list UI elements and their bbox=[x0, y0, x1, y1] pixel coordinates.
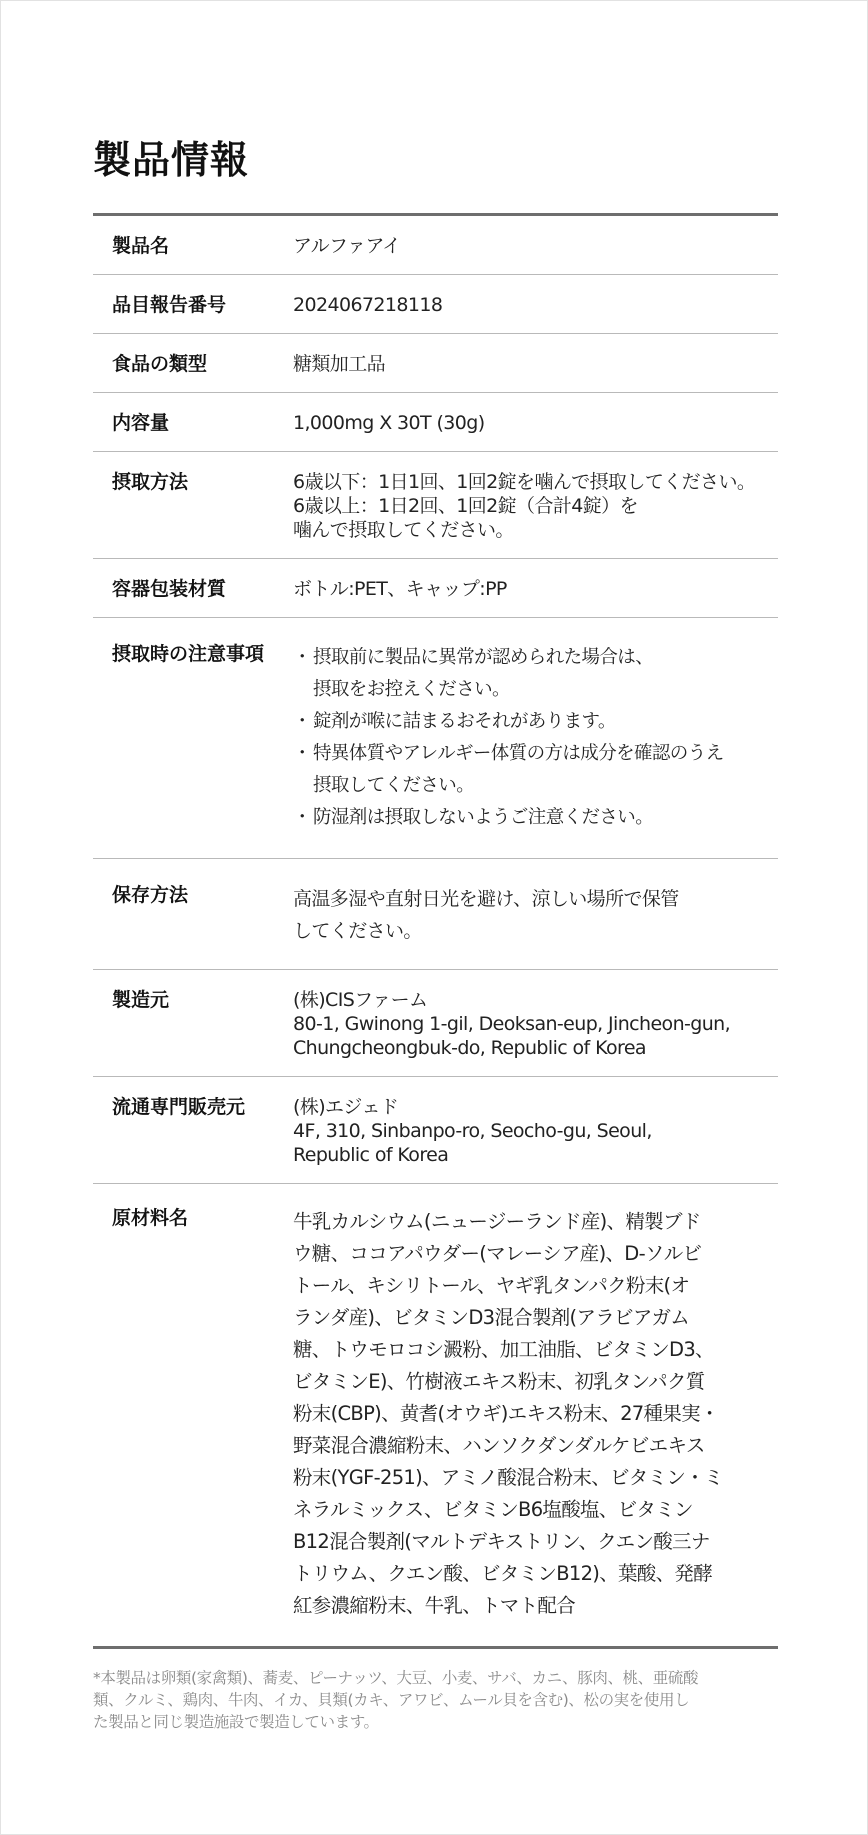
value-line: Republic of Korea bbox=[293, 1144, 449, 1166]
row-value bbox=[293, 1206, 778, 1622]
value-line: 粉末(CBP)、黄耆(オウギ)エキス粉末、27種果実・ bbox=[293, 1402, 719, 1425]
list-item bbox=[293, 738, 778, 802]
value-line: 粉末(YGF-251)、アミノ酸混合粉末、ビタミン・ミ bbox=[293, 1466, 723, 1489]
bullet-mark: ・ bbox=[293, 647, 311, 668]
row-label: 食品の類型 bbox=[112, 353, 208, 375]
row-value: アルファアイ bbox=[293, 235, 401, 257]
value-line: (株)CISファーム bbox=[293, 989, 428, 1011]
row-value: ボトル:PET、キャップ:PP bbox=[293, 578, 507, 600]
value-line: 6歳以上：1日2回、1回2錠（合計4錠）を bbox=[293, 495, 638, 517]
row-distributor bbox=[93, 1077, 778, 1184]
value-line: ビタミンE)、竹樹液エキス粉末、初乳タンパク質 bbox=[293, 1370, 705, 1393]
value-line: 噛んで摂取してください。 bbox=[293, 519, 514, 541]
item-line: 防湿剤は摂取しないようご注意ください。 bbox=[313, 807, 654, 828]
row-label: 容器包装材質 bbox=[112, 578, 227, 600]
row-intake-method bbox=[93, 452, 778, 559]
value-line: 牛乳カルシウム(ニュージーランド産)、精製ブド bbox=[293, 1210, 701, 1233]
item-line: 摂取してください。 bbox=[313, 775, 475, 796]
item-line: 特異体質やアレルギー体質の方は成分を確認のうえ bbox=[313, 743, 724, 764]
row-ingredients bbox=[93, 1184, 778, 1649]
row-storage bbox=[93, 859, 778, 970]
value-line: トリウム、クエン酸、ビタミンB12)、葉酸、発酵 bbox=[293, 1562, 712, 1585]
row-value bbox=[293, 1095, 778, 1167]
list-item bbox=[293, 706, 778, 738]
row-report-number bbox=[93, 275, 778, 334]
bullet-mark: ・ bbox=[293, 743, 311, 764]
row-label: 流通専門販売元 bbox=[112, 1096, 246, 1118]
value-line: トール、キシリトール、ヤギ乳タンパク粉末(オ bbox=[293, 1274, 690, 1297]
bullet-mark: ・ bbox=[293, 711, 311, 732]
row-value bbox=[293, 642, 778, 834]
list-item bbox=[293, 802, 778, 834]
value-line: 6歳以下：1日1回、1回2錠を噛んで摂取してください。 bbox=[293, 471, 756, 493]
value-line: B12混合製剤(マルトデキストリン、クエン酸三ナ bbox=[293, 1530, 710, 1553]
row-value: 2024067218118 bbox=[293, 294, 443, 316]
value-line: (株)エジェド bbox=[293, 1096, 399, 1118]
row-value: 1,000mg X 30T (30g) bbox=[293, 412, 485, 434]
list-item bbox=[293, 642, 778, 706]
value-line: 4F, 310, Sinbanpo-ro, Seocho-gu, Seoul, bbox=[293, 1120, 652, 1142]
row-label: 保存方法 bbox=[112, 884, 189, 906]
product-info-table bbox=[93, 213, 778, 1649]
value-line: してください。 bbox=[293, 920, 422, 942]
row-label: 製品名 bbox=[112, 235, 170, 257]
value-line: ウ糖、ココアパウダー(マレーシア産)、D-ソルビ bbox=[293, 1242, 702, 1265]
footnote-line: *本製品は卵類(家禽類)、蕎麦、ピーナッツ、大豆、小麦、サバ、カニ、豚肉、桃、亜硫酸 bbox=[93, 1669, 699, 1687]
value-line: 高温多湿や直射日光を避け、涼しい場所で保管 bbox=[293, 888, 679, 910]
row-content-amount bbox=[93, 393, 778, 452]
row-food-type bbox=[93, 334, 778, 393]
bullet-mark: ・ bbox=[293, 807, 311, 828]
value-line: 糖、トウモロコシ澱粉、加工油脂、ビタミンD3、 bbox=[293, 1338, 714, 1361]
footnote-line: 類、クルミ、鶏肉、牛肉、イカ、貝類(カキ、アワビ、ムール貝を含む)、松の実を使用し bbox=[93, 1691, 690, 1709]
row-label: 製造元 bbox=[112, 989, 170, 1011]
value-line: ネラルミックス、ビタミンB6塩酸塩、ビタミン bbox=[293, 1498, 693, 1521]
item-line: 摂取前に製品に異常が認められた場合は、 bbox=[313, 647, 654, 668]
row-value: 糖類加工品 bbox=[293, 353, 386, 375]
value-line: 野菜混合濃縮粉末、ハンソクダンダルケビエキス bbox=[293, 1434, 705, 1457]
value-line: 80-1, Gwinong 1-gil, Deoksan-eup, Jincheon-gun, bbox=[293, 1013, 731, 1035]
row-value bbox=[293, 470, 778, 542]
row-precautions bbox=[93, 618, 778, 859]
footnote-line: た製品と同じ製造施設で製造しています。 bbox=[93, 1713, 379, 1731]
item-line: 錠剤が喉に詰まるおそれがあります。 bbox=[313, 711, 616, 732]
page-title: 製品情報 bbox=[93, 138, 250, 182]
row-value bbox=[293, 883, 778, 947]
row-value bbox=[293, 988, 778, 1060]
row-label: 品目報告番号 bbox=[112, 294, 227, 316]
value-line: ランダ産)、ビタミンD3混合製剤(アラビアガム bbox=[293, 1306, 690, 1329]
row-label: 摂取時の注意事項 bbox=[112, 643, 265, 665]
value-line: Chungcheongbuk-do, Republic of Korea bbox=[293, 1037, 646, 1059]
value-line: 紅参濃縮粉末、牛乳、トマト配合 bbox=[293, 1594, 576, 1617]
row-packaging bbox=[93, 559, 778, 618]
allergen-footnote bbox=[93, 1667, 778, 1733]
row-label: 摂取方法 bbox=[112, 471, 189, 493]
row-product-name bbox=[93, 216, 778, 275]
row-label: 内容量 bbox=[112, 412, 170, 434]
product-info-section bbox=[93, 136, 778, 1733]
row-manufacturer bbox=[93, 970, 778, 1077]
row-label: 原材料名 bbox=[112, 1207, 189, 1229]
item-line: 摂取をお控えください。 bbox=[313, 679, 510, 700]
precautions-list bbox=[293, 642, 778, 834]
